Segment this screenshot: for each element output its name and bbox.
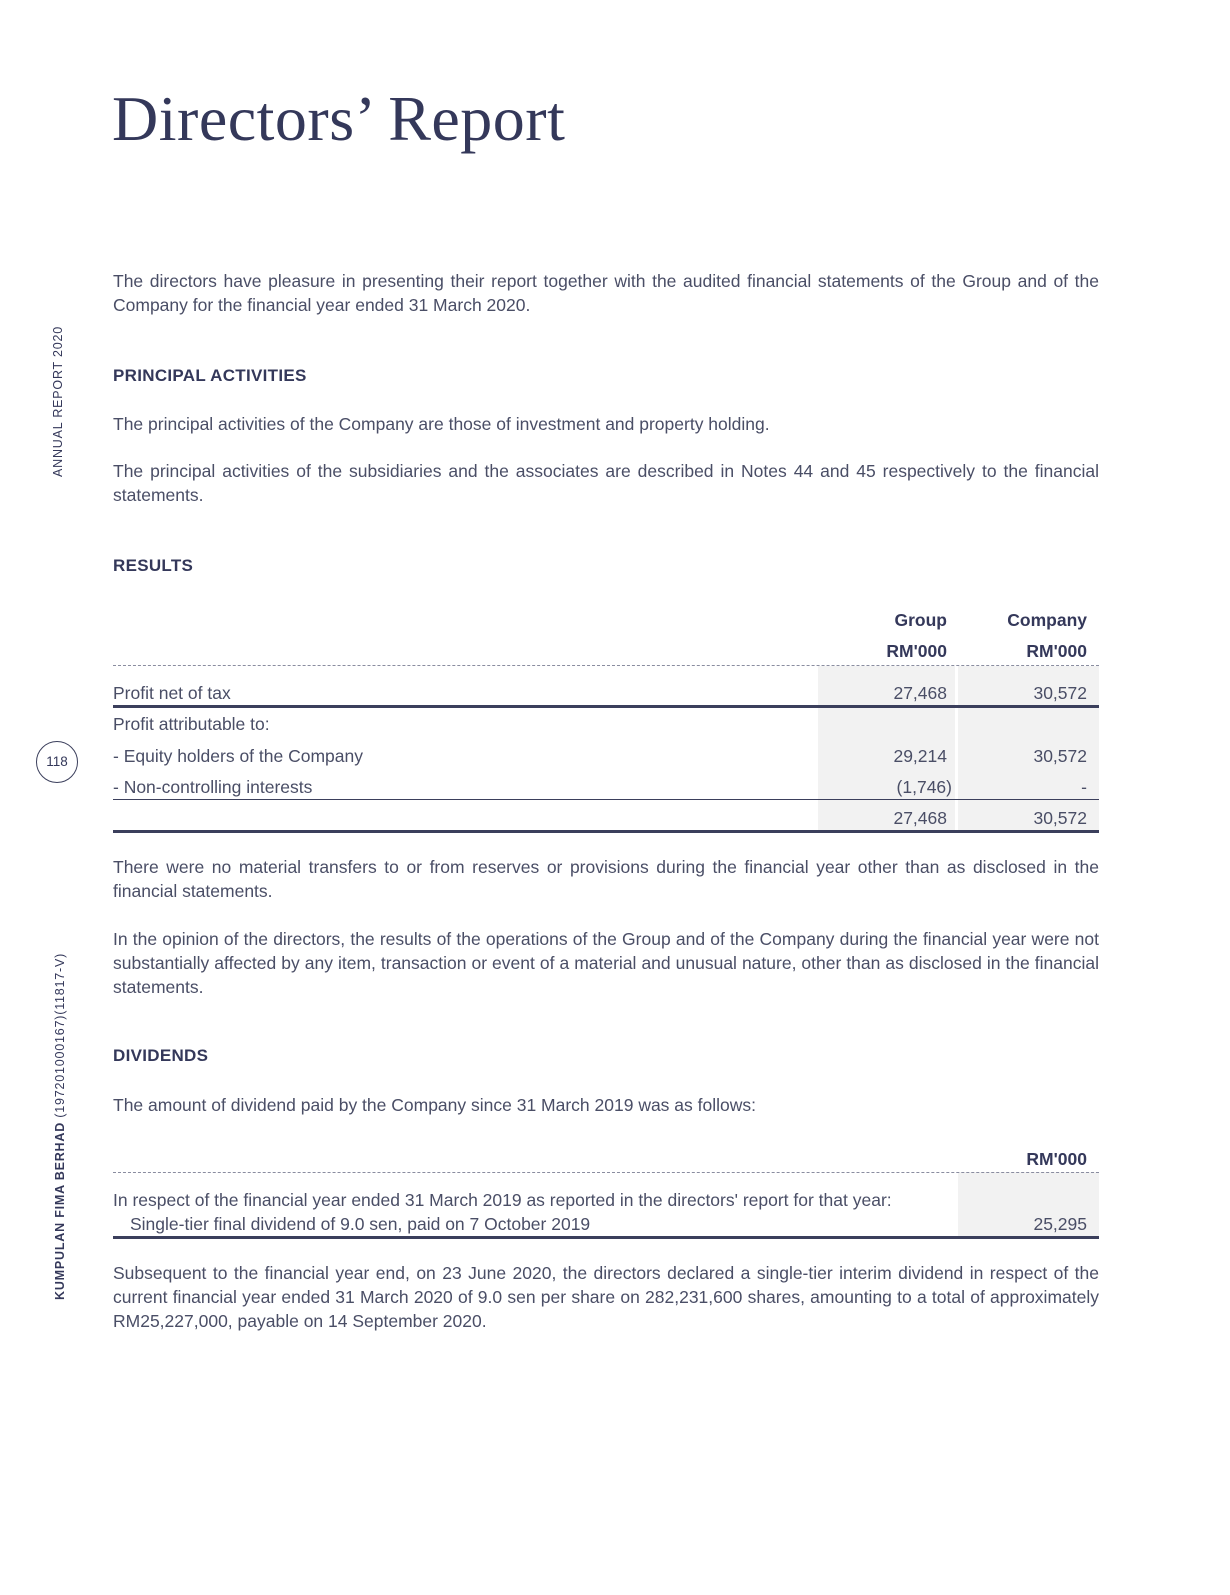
row-company-non-controlling: -	[1081, 777, 1087, 797]
row-company-equity-holders: 30,572	[1033, 746, 1087, 766]
dividend-unit-header: RM'000	[1026, 1149, 1087, 1169]
page-title: Directors’ Report	[112, 83, 566, 154]
company-registration: (197201000167)(11817-V)	[53, 952, 67, 1118]
header-dashed-divider	[113, 1172, 1099, 1173]
row-group-total: 27,468	[893, 808, 947, 828]
principal-activities-paragraph-1: The principal activities of the Company are those of investment and property holding.	[113, 414, 770, 434]
dividend-row-value: 25,295	[1033, 1214, 1087, 1234]
page-number-badge: 118	[36, 741, 78, 783]
dividend-row-line-1: In respect of the financial year ended 31 March 2019 as reported in the directors' report for that year:	[113, 1190, 892, 1210]
dividends-subsequent-paragraph: Subsequent to the financial year end, on 23 June 2020, the directors declared a single-tier interim dividend in respect of the current financial year ended 31 March 2020 of 9.0 sen per share on 282,231,600 shares, amounting to a total of approximately RM25,227,000, payable on 14 September 2020.	[113, 1263, 1099, 1331]
row-label-profit-attributable: Profit attributable to:	[113, 714, 270, 734]
row-label-profit-net-of-tax: Profit net of tax	[113, 683, 231, 703]
total-divider	[113, 830, 1099, 833]
company-name-label	[53, 952, 67, 1300]
row-label-equity-holders: - Equity holders of the Company	[113, 746, 363, 766]
row-divider	[113, 705, 1099, 708]
company-unit-header: RM'000	[1026, 641, 1087, 661]
results-heading: RESULTS	[113, 556, 194, 575]
row-company-profit-net-of-tax: 30,572	[1033, 683, 1087, 703]
results-table	[113, 606, 1099, 836]
row-divider	[113, 799, 1099, 800]
dividends-table	[113, 1145, 1099, 1245]
dividends-intro: The amount of dividend paid by the Company since 31 March 2019 was as follows:	[113, 1095, 756, 1115]
annual-report-label: ANNUAL REPORT 2020	[51, 325, 65, 477]
dividend-bottom-divider	[113, 1236, 1099, 1239]
row-group-equity-holders: 29,214	[893, 746, 947, 766]
dividend-row-line-2: Single-tier final dividend of 9.0 sen, paid on 7 October 2019	[130, 1214, 591, 1234]
results-paragraph-1: There were no material transfers to or from reserves or provisions during the financial year other than as disclosed in the financial statements.	[113, 857, 1099, 901]
principal-activities-heading: PRINCIPAL ACTIVITIES	[113, 366, 307, 385]
intro-paragraph: The directors have pleasure in presenting their report together with the audited financial statements of the Group and of the Company for the financial year ended 31 March 2020.	[113, 271, 1099, 315]
company-name: KUMPULAN FIMA BERHAD	[53, 1121, 67, 1300]
row-label-non-controlling: - Non-controlling interests	[113, 777, 313, 797]
row-group-non-controlling: (1,746)	[896, 777, 952, 797]
row-company-total: 30,572	[1033, 808, 1087, 828]
dividends-heading: DIVIDENDS	[113, 1046, 209, 1065]
principal-activities-paragraph-2: The principal activities of the subsidiaries and the associates are described in Notes 44 and 45 respectively to the financial statements.	[113, 461, 1099, 505]
results-paragraph-2: In the opinion of the directors, the results of the operations of the Group and of the Company during the financial year were not substantially affected by any item, transaction or event of a material and unusual nature, other than as disclosed in the financial statements.	[113, 929, 1099, 997]
header-dashed-divider	[113, 665, 1099, 666]
row-group-profit-net-of-tax: 27,468	[893, 683, 947, 703]
company-column-header: Company	[1007, 610, 1087, 630]
group-column-header: Group	[894, 610, 947, 630]
group-unit-header: RM'000	[886, 641, 947, 661]
